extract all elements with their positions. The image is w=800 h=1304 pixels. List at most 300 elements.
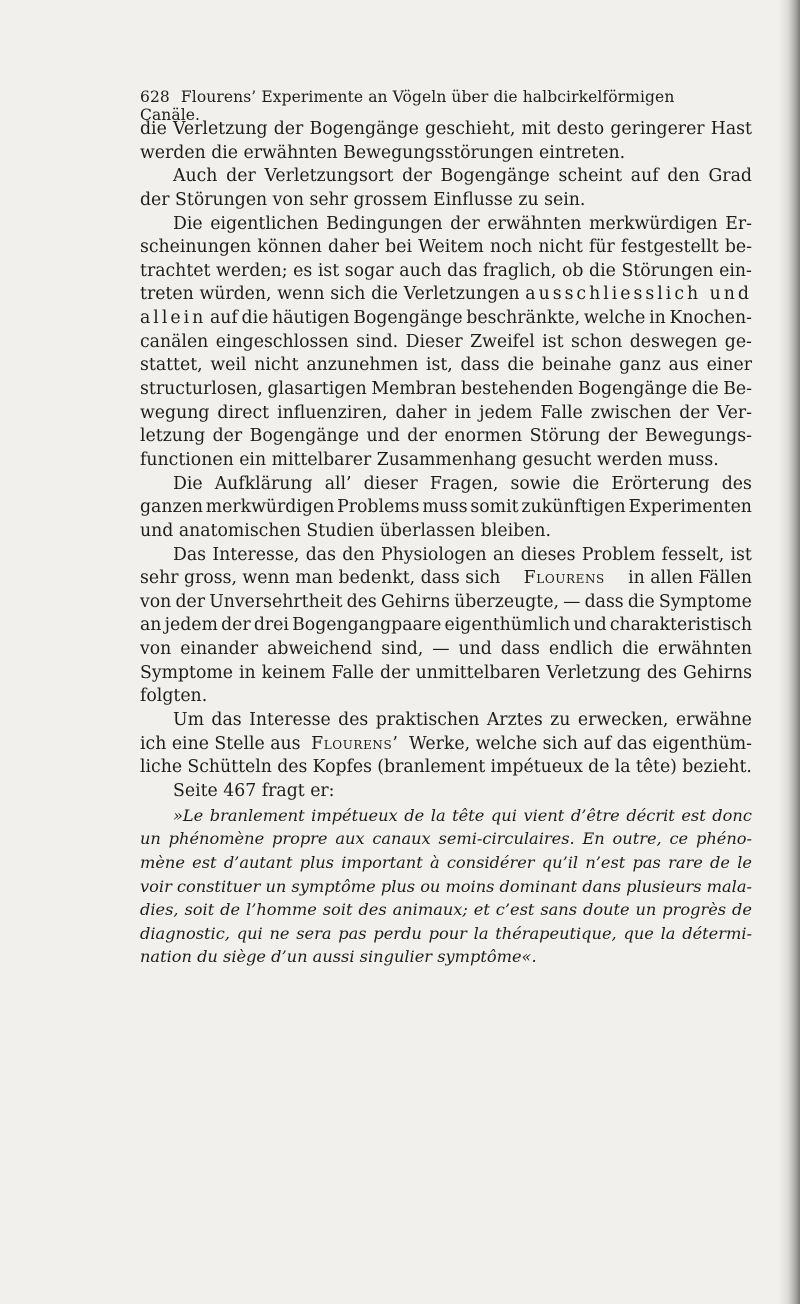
word: fraglich, (482, 260, 557, 281)
word: plus (299, 852, 334, 872)
word: direct (217, 402, 270, 423)
word: dass (460, 355, 500, 376)
word: werden; (216, 260, 288, 281)
word: Be- (723, 379, 752, 400)
word: Bogengänge (577, 379, 688, 400)
word: Grad (708, 166, 752, 187)
word: scheinungen (140, 237, 252, 258)
word: den (667, 166, 700, 187)
word: es (293, 260, 313, 281)
word: ganz (619, 355, 661, 376)
line-text: Seite 467 fragt er: (173, 780, 335, 801)
word: aus (668, 355, 699, 376)
word: desto (556, 119, 605, 139)
word: anzunehmen (306, 355, 419, 376)
word: ist (730, 544, 752, 565)
word: Interesse, (212, 544, 300, 565)
word: nicht (538, 237, 583, 258)
word: sera (296, 923, 332, 943)
text-line (140, 213, 752, 237)
word: wenn (277, 284, 325, 305)
word: diagnostic, (140, 923, 230, 943)
word: das (305, 544, 336, 565)
word: outre, (612, 829, 662, 849)
word: endlich (548, 639, 614, 660)
line-segment: sehr gross, wenn man bedenkt, dass sich (140, 568, 501, 589)
word: aux (335, 829, 365, 849)
word: Bogengangpaare (292, 615, 442, 636)
word: keinem (261, 662, 326, 683)
quote-line (140, 875, 752, 899)
word: ganzen (140, 497, 203, 518)
text-line (140, 189, 752, 213)
word: rare (668, 852, 703, 872)
word: la (614, 757, 631, 778)
word: die (622, 639, 649, 660)
word: canälen (140, 331, 209, 352)
word: constituer (176, 876, 261, 896)
word: soit (322, 900, 353, 920)
quote-line (140, 945, 752, 969)
word: von (140, 591, 172, 612)
word: tête (452, 805, 485, 825)
word: Interesse (249, 710, 331, 731)
word: von (140, 639, 172, 660)
word: n’est (585, 852, 626, 872)
word: des (646, 662, 678, 683)
word: erwecken, (577, 710, 669, 731)
word: die (241, 308, 269, 329)
word: welche (583, 308, 646, 329)
quote-line (140, 804, 752, 828)
word: des (358, 900, 387, 920)
word: qui (490, 805, 517, 825)
text-line (140, 354, 752, 378)
word: merkwürdigen (589, 213, 718, 234)
word: nicht (254, 355, 299, 376)
word: plus (380, 876, 416, 896)
word: dominant (499, 876, 578, 896)
word: eigentlichen (210, 213, 319, 234)
word: die (507, 355, 535, 376)
word: Die (173, 213, 203, 234)
word: Problem (581, 544, 656, 565)
word: eingeschlossen (215, 331, 349, 352)
text-line (140, 402, 752, 426)
word: plusieurs (626, 876, 702, 896)
word: die (589, 260, 616, 281)
word: praktischen (375, 710, 480, 731)
word: de (220, 900, 241, 920)
word: abweichend (267, 639, 373, 660)
word: das (211, 710, 242, 731)
word: Membran (371, 379, 457, 400)
word: weil (210, 355, 247, 376)
text-line (140, 756, 752, 780)
word: Verletzung (173, 119, 268, 139)
line-segment: ich eine Stelle aus (140, 733, 301, 754)
word: charakteristisch (609, 615, 752, 636)
word: — (563, 591, 581, 612)
text-line-author (140, 567, 752, 591)
body-text (140, 118, 752, 969)
word: häutigen (272, 308, 350, 329)
text-line (140, 685, 752, 709)
word: détermi- (682, 923, 752, 943)
word: perdu (373, 923, 422, 943)
page-number: 628 (140, 88, 170, 106)
word: somit (470, 497, 519, 518)
word: der (273, 119, 304, 139)
word: Problems (337, 497, 420, 518)
line-segment: Werke, welche sich auf das eigenthüm- (409, 733, 752, 754)
quote-line (140, 827, 752, 851)
word: wegung (140, 402, 210, 423)
word: Knochen- (669, 308, 752, 329)
text-line (140, 638, 752, 662)
word: phénomène (168, 829, 265, 849)
word: impétueux (490, 757, 583, 778)
word: Falle (331, 662, 375, 683)
word: würden, (199, 284, 272, 305)
word: der (402, 166, 432, 187)
word: an (493, 544, 515, 565)
line-text: der Störungen von sehr grossem Einflusse zu sein. (140, 189, 586, 210)
word: auch (399, 260, 442, 281)
word: d’être (570, 805, 620, 825)
line-text: werden die erwähnten Bewegungsstörungen eintreten. (140, 142, 626, 163)
word: Bogengänge (353, 308, 463, 329)
word: können (257, 237, 322, 258)
word: zu (550, 710, 571, 731)
word: sowie (510, 473, 561, 494)
word: Das (173, 544, 207, 565)
word: stattet, (140, 355, 203, 376)
word: Er- (725, 213, 752, 234)
word: de (732, 900, 752, 920)
text-line (140, 331, 752, 355)
word: symptôme (291, 876, 376, 896)
word: Aufklärung (214, 473, 313, 494)
word: der (679, 402, 709, 423)
word: der (450, 213, 480, 234)
word: der (226, 166, 256, 187)
word: structurlosen, (140, 379, 263, 400)
word: de (588, 757, 610, 778)
text-line (140, 591, 752, 615)
word: progrès (662, 900, 727, 920)
word: c’est (495, 900, 535, 920)
word: erwähnten (657, 639, 752, 660)
word: ne (269, 923, 290, 943)
text-line (140, 425, 752, 449)
text-line-spaced (140, 307, 752, 331)
word: — (432, 639, 450, 660)
word: ce (669, 829, 689, 849)
word: jedem (164, 615, 218, 636)
word: sind, (381, 639, 424, 660)
word: und (366, 426, 400, 447)
word: considérer (446, 852, 535, 872)
word: Bedingungen (326, 213, 443, 234)
quote-line (140, 922, 752, 946)
word: un (635, 900, 657, 920)
text-line (140, 473, 752, 497)
word: pas (632, 852, 661, 872)
word: noch (489, 237, 533, 258)
word: Erörterung (611, 473, 710, 494)
text-line (140, 378, 752, 402)
word: Dieser (405, 331, 463, 352)
word: qui (236, 923, 263, 943)
word: ein- (719, 260, 752, 281)
text-line (140, 236, 752, 260)
word: erwähne (675, 710, 752, 731)
word: le (737, 852, 752, 872)
emphasis-spaced: allein (140, 308, 207, 329)
word: der (212, 426, 243, 447)
word: Bewegungs- (644, 426, 752, 447)
word: Fragen, (429, 473, 499, 494)
word: qu’il (541, 852, 579, 872)
word: beschränkte, (466, 308, 581, 329)
word: die (691, 379, 719, 400)
word: dieses (520, 544, 576, 565)
word: sogar (344, 260, 394, 281)
word: canaux (372, 829, 431, 849)
word: semi-circulaires. (438, 829, 575, 849)
word: dans (582, 876, 622, 896)
word: einer (706, 355, 752, 376)
word: trachtet (140, 260, 211, 281)
word: tête) (635, 757, 677, 778)
text-line (140, 165, 752, 189)
word: mène (140, 852, 185, 872)
line-text: und anatomischen Studien überlassen bleiben. (140, 520, 552, 541)
word: pour (428, 923, 467, 943)
line-text: folgten. (140, 686, 208, 707)
word: scheint (558, 166, 623, 187)
text-line (140, 520, 752, 544)
word: erwähnten (487, 213, 582, 234)
word: un (265, 876, 287, 896)
text-line (140, 544, 752, 568)
word: voir (140, 876, 172, 896)
word: und (573, 615, 607, 636)
word: dies, (140, 900, 179, 920)
line-text: functionen ein mittelbarer Zusammenhang gesucht werden muss. (140, 449, 719, 470)
word: soit (184, 900, 215, 920)
word: la (473, 923, 489, 943)
word: moins (445, 876, 495, 896)
word: d’autant (223, 852, 293, 872)
word: überzeugte, (454, 591, 559, 612)
text-line (140, 449, 752, 473)
word: die (371, 284, 398, 305)
word: bei (385, 237, 412, 258)
word: ob (561, 260, 584, 281)
word: sind. (356, 331, 399, 352)
word: est (681, 805, 706, 825)
word: Verletzungen (403, 284, 520, 305)
word: Experimenten (628, 497, 752, 518)
word: zukünftigen (521, 497, 626, 518)
word: Gehirns (380, 591, 450, 612)
author-name: Flourens (523, 568, 605, 589)
word: de (404, 805, 425, 825)
word: (branlement (377, 757, 486, 778)
word: auf (630, 166, 659, 187)
word: mit (521, 119, 551, 139)
word: ist, (425, 355, 453, 376)
word: phéno- (695, 829, 752, 849)
word: animaux; (392, 900, 468, 920)
word: Arztes (486, 710, 543, 731)
word: einander (180, 639, 259, 660)
word: mala- (706, 876, 752, 896)
word: die (572, 473, 600, 494)
word: treten (140, 284, 194, 305)
word: der (175, 591, 206, 612)
text-line (140, 142, 752, 166)
text-line-spaced (140, 283, 752, 307)
word: für (588, 237, 615, 258)
word: Bogengänge (309, 119, 419, 139)
word: und (458, 639, 492, 660)
word: Gehirns (683, 662, 752, 683)
word: die (627, 591, 655, 612)
word: »Le (173, 805, 204, 825)
word: bestehenden (461, 379, 574, 400)
word: dass (500, 639, 540, 660)
word: deswegen (629, 331, 718, 352)
page-edge-shadow (778, 0, 800, 1304)
word: Zweifel (470, 331, 535, 352)
word: des (721, 473, 752, 494)
word: pas (338, 923, 367, 943)
word: fesselt, (661, 544, 725, 565)
word: Symptome (658, 591, 752, 612)
quote-line (140, 898, 752, 922)
word: sich (330, 284, 366, 305)
word: impétueux (311, 805, 398, 825)
word: thérapeutique, (495, 923, 617, 943)
word: geringerer (610, 119, 705, 139)
word: propre (271, 829, 328, 849)
word: in (649, 308, 666, 329)
word: muss (422, 497, 468, 518)
line-text: nation du siège d’un aussi singulier symptôme«. (140, 947, 537, 967)
word: daher (328, 237, 380, 258)
word: branlement (209, 805, 305, 825)
author-name: Flourens’ (311, 733, 399, 754)
text-line (140, 709, 752, 733)
word: merkwürdigen (205, 497, 335, 518)
word: que (623, 923, 654, 943)
word: ou (420, 876, 441, 896)
word: Verletzungsort (264, 166, 394, 187)
word: des (277, 757, 308, 778)
word: auf (209, 308, 238, 329)
word: Weitem (418, 237, 484, 258)
word: sans (540, 900, 578, 920)
word: Die (173, 473, 203, 494)
word: En (582, 829, 605, 849)
word: est (192, 852, 217, 872)
word: geschieht, (425, 119, 516, 139)
word: Bogengänge (440, 166, 550, 187)
word: dass (584, 591, 624, 612)
text-line (140, 780, 752, 804)
word: Ver- (716, 402, 752, 423)
word: jedem (479, 402, 533, 423)
word: Unversehrtheit (209, 591, 343, 612)
word: influenziren, (277, 402, 388, 423)
word: den (342, 544, 375, 565)
emphasis-spaced: ausschliesslich und (525, 284, 752, 305)
word: be- (724, 237, 752, 258)
word: drei (253, 615, 289, 636)
word: glasartigen (267, 379, 367, 400)
word: in (239, 662, 256, 683)
word: Um (173, 710, 204, 731)
word: Störung (529, 426, 601, 447)
word: der (607, 426, 638, 447)
word: un (140, 829, 161, 849)
word: Symptome (140, 662, 234, 683)
word: beinahe (541, 355, 612, 376)
word: an (140, 615, 162, 636)
word: important (341, 852, 423, 872)
word: Schütteln (187, 757, 272, 778)
word: Hast (710, 119, 752, 139)
word: der (380, 662, 410, 683)
word: vient (523, 805, 565, 825)
quote-line (140, 851, 752, 875)
word: décrit (626, 805, 675, 825)
word: das (447, 260, 478, 281)
line-segment: in allen Fällen (628, 568, 752, 589)
running-title: Flourens’ Experimente an Vögeln über die halbcirkelförmigen Canäle. (140, 88, 675, 124)
word: l’homme (246, 900, 317, 920)
word: Bogengänge (249, 426, 359, 447)
word: der (407, 426, 437, 447)
word: ge- (724, 331, 752, 352)
word: Physiologen (381, 544, 487, 565)
word: doute (582, 900, 630, 920)
text-line-author (140, 733, 752, 757)
word: unmittelbaren (415, 662, 541, 683)
word: Verletzung (546, 662, 641, 683)
word: Kopfes (312, 757, 373, 778)
word: Störungen (621, 260, 714, 281)
text-line (140, 662, 752, 686)
word: Falle (540, 402, 583, 423)
word: la (430, 805, 446, 825)
word: festgestellt (620, 237, 719, 258)
word: de (710, 852, 730, 872)
text-line (140, 614, 752, 638)
word: enormen (444, 426, 523, 447)
word: Auch (173, 166, 218, 187)
text-line (140, 118, 752, 142)
word: in (454, 402, 472, 423)
text-line (140, 496, 752, 520)
word: die (140, 119, 167, 139)
word: letzung (140, 426, 206, 447)
word: der (221, 615, 251, 636)
word: et (473, 900, 490, 920)
